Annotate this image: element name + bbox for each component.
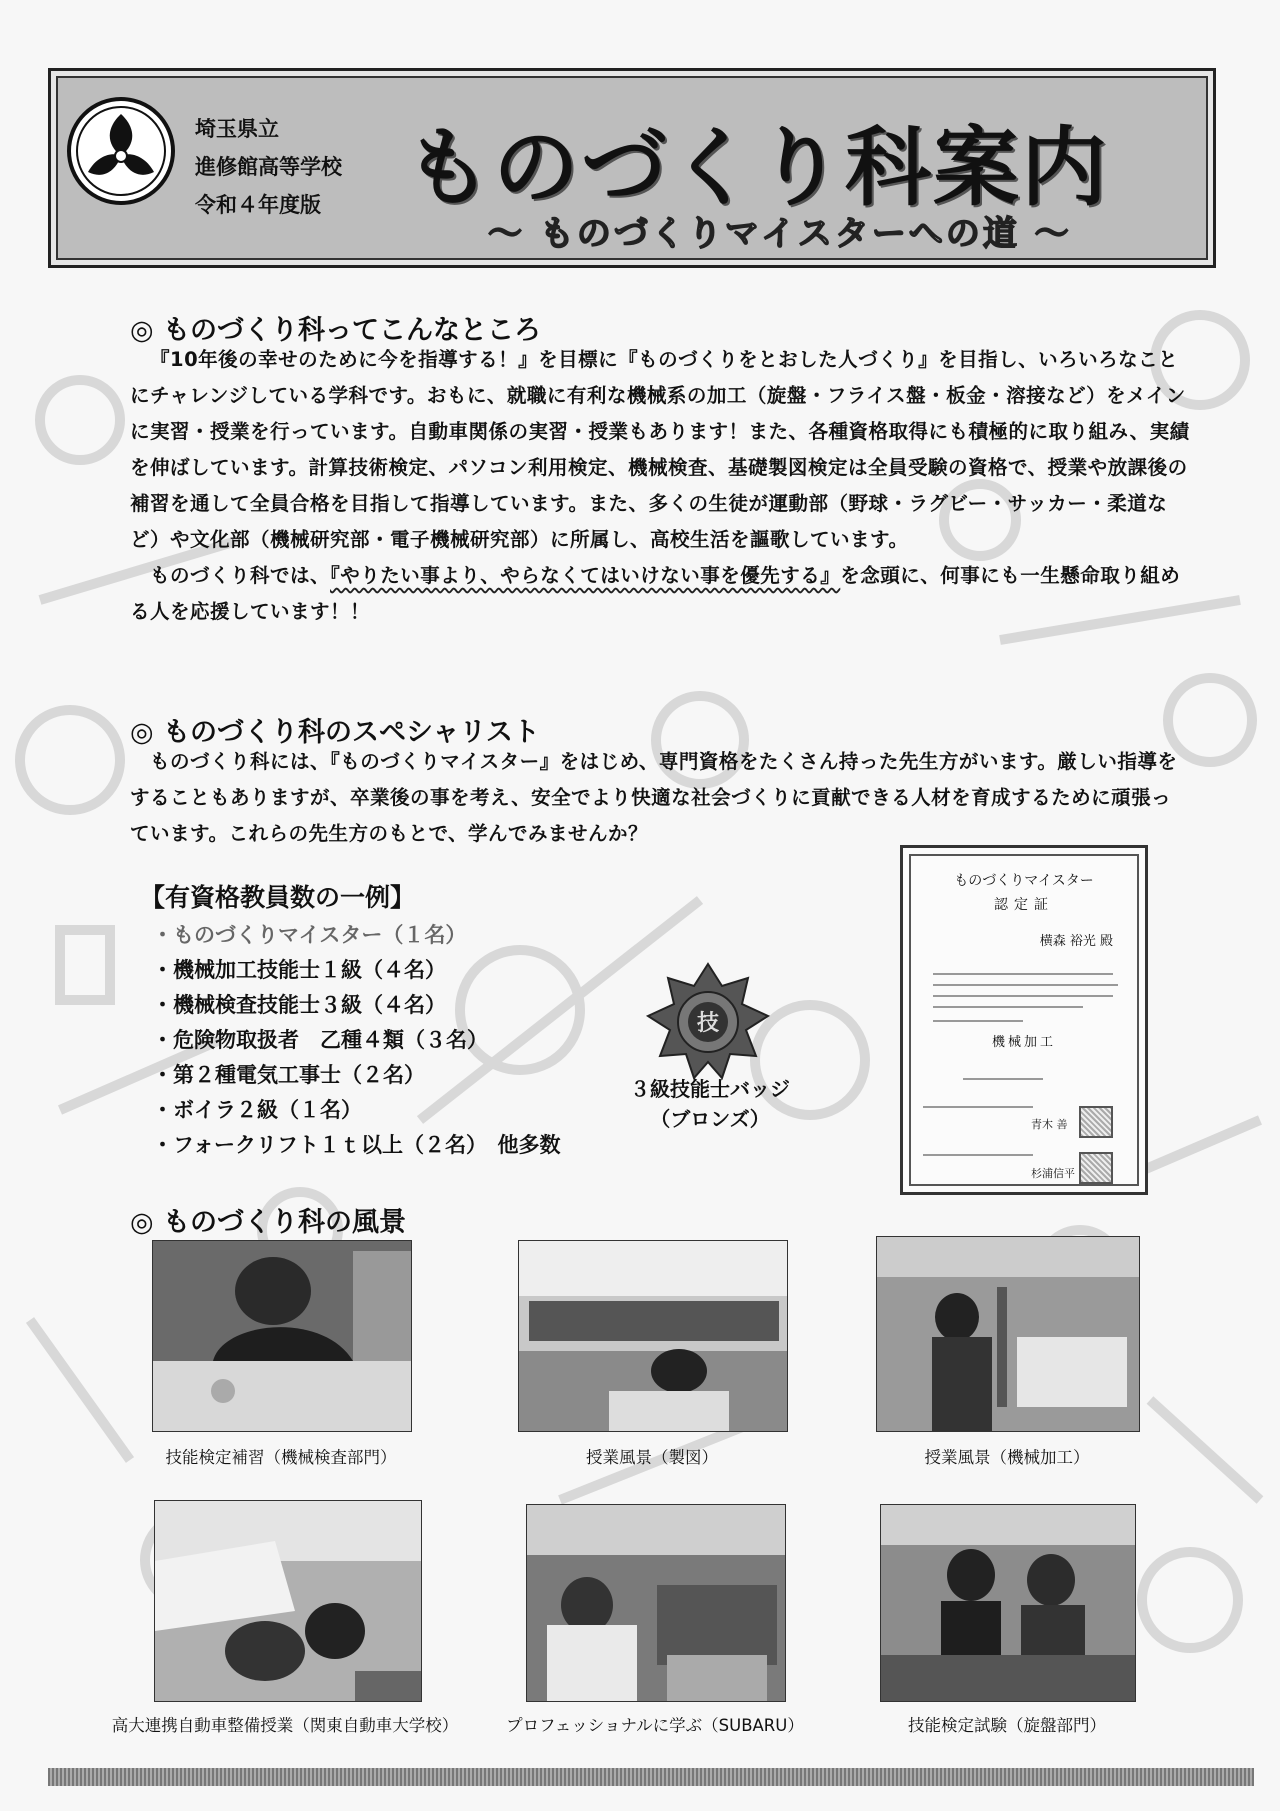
about-p2-after: を念頭に、何事にも一生懸命取り組める人を応援しています！！: [130, 564, 1181, 623]
edition-label: 令和４年度版: [195, 193, 321, 217]
list-item: ・第２種電気工事士（２名）: [152, 1063, 425, 1087]
page-title: ものづくり科案内: [405, 118, 1109, 218]
seal-stamp-icon: [1079, 1106, 1113, 1138]
certificate-text-line: [933, 984, 1118, 986]
section-heading-scenery: ◎ ものづくり科の風景: [130, 1207, 406, 1238]
photo-lathe-exam: [880, 1504, 1136, 1702]
list-item: ・機械加工技能士１級（４名）: [152, 958, 446, 982]
badge-caption-line-2: （ブロンズ）: [650, 1107, 770, 1131]
certificate-title: ものづくりマイスター: [954, 873, 1094, 889]
specialists-paragraph: ものづくり科には、『ものづくりマイスター』をはじめ、専門資格をたくさん持った先生方がいます。厳しい指導をすることもありますが、卒業後の事を考え、安全でより快適な社会づくりに貢献できる人材を育成するために頑張っています。これらの先生方のもとで、学んでみませんか？: [130, 750, 1178, 845]
qualifications-list: [152, 918, 560, 1163]
badge-glyph: 技: [696, 1011, 720, 1036]
certificate-date-line: [963, 1078, 1043, 1080]
photo-caption: プロフェッショナルに学ぶ（SUBARU）: [506, 1716, 804, 1735]
certificate-text-line: [933, 973, 1113, 975]
seal-stamp-icon: [1079, 1152, 1113, 1184]
list-item: ・フォークリフト１ｔ以上（２名） 他多数: [152, 1133, 561, 1157]
about-paragraph-1: 『10年後の幸せのために今を指導する！』を目標に『ものづくりをとおした人づくり』を目指し、いろいろなことにチャレンジしている学科です。おもに、就職に有利な機械系の加工（旋盤・フライス盤・板金・溶接など）をメインに実習・授業を行っています。自動車関係の実習・授業もあります！また、各種資格取得にも積極的に取り組み、実績を伸ばしています。計算技術検定、パソコン利用検定、機械検査、基礎製図検定は全員受験の資格で、授業や放課後の補習を通して全員合格を目指して指導しています。また、多くの生徒が運動部（野球・ラグビー・サッカー・柔道など）や文化部（機械研究部・電子機械研究部）に所属し、高校生活を謳歌しています。: [130, 348, 1190, 551]
list-item: ・ものづくりマイスター（１名）: [152, 923, 467, 947]
photo-caption: 技能検定補習（機械検査部門）: [165, 1448, 397, 1467]
section-specialists-text: [130, 744, 1190, 852]
section-heading-specialists: ◎ ものづくり科のスペシャリスト: [130, 717, 540, 748]
school-line-2: 進修館高等学校: [195, 155, 342, 179]
certificate-field: 機械加工: [991, 1035, 1056, 1050]
certificate-holder: 横森 裕光 殿: [1039, 934, 1113, 949]
certificate-org-line: [923, 1106, 1033, 1108]
school-line-1: 埼玉県立: [195, 117, 279, 141]
section-about-text: [130, 342, 1190, 630]
about-p2-before: ものづくり科では、: [150, 564, 331, 587]
badge-caption-line-1: ３級技能士バッジ: [630, 1077, 790, 1101]
photo-caption: 技能検定試験（旋盤部門）: [908, 1716, 1106, 1735]
qualifications-title: 【有資格教員数の一例】: [140, 883, 416, 912]
certificate-org-line: [923, 1154, 1033, 1156]
photo-machining-class: [876, 1236, 1140, 1432]
school-name: [195, 110, 342, 224]
certificate-text-line: [933, 995, 1113, 997]
photo-drafting-class: [518, 1240, 788, 1432]
meister-certificate: [900, 845, 1148, 1195]
photo-caption: 高大連携自動車整備授業（関東自動車大学校）: [111, 1716, 459, 1735]
about-paragraph-2: [130, 558, 1190, 630]
badge-caption: [600, 1074, 820, 1134]
about-motto: 『やりたい事より、やらなくてはいけない事を優先する』: [330, 564, 841, 587]
school-emblem-icon: [66, 96, 176, 206]
page-subtitle: ～ ものづくりマイスターへの道 ～: [488, 214, 1072, 254]
photo-inspection-practice: [152, 1240, 412, 1432]
skill-badge-icon: [644, 960, 772, 1082]
list-item: ・ボイラ２級（１名）: [152, 1098, 362, 1122]
list-item: ・危険物取扱者 乙種４類（３名）: [152, 1028, 488, 1052]
photo-caption: 授業風景（機械加工）: [924, 1448, 1090, 1467]
list-item: ・機械検査技能士３級（４名）: [152, 993, 446, 1017]
certificate-signer-2: 杉浦信平: [1031, 1167, 1075, 1180]
certificate-text-line: [933, 1006, 1083, 1008]
certificate-text-line: [933, 1020, 1023, 1022]
photo-auto-maintenance: [154, 1500, 422, 1702]
certificate-subtitle: 認定証: [994, 897, 1054, 913]
certificate-signer-1: 青木 善: [1031, 1118, 1068, 1131]
photo-caption: 授業風景（製図）: [586, 1448, 718, 1467]
bottom-border: [48, 1768, 1254, 1786]
section-heading-about: ◎ ものづくり科ってこんなところ: [130, 315, 541, 346]
photo-subaru-lecture: [526, 1504, 786, 1702]
